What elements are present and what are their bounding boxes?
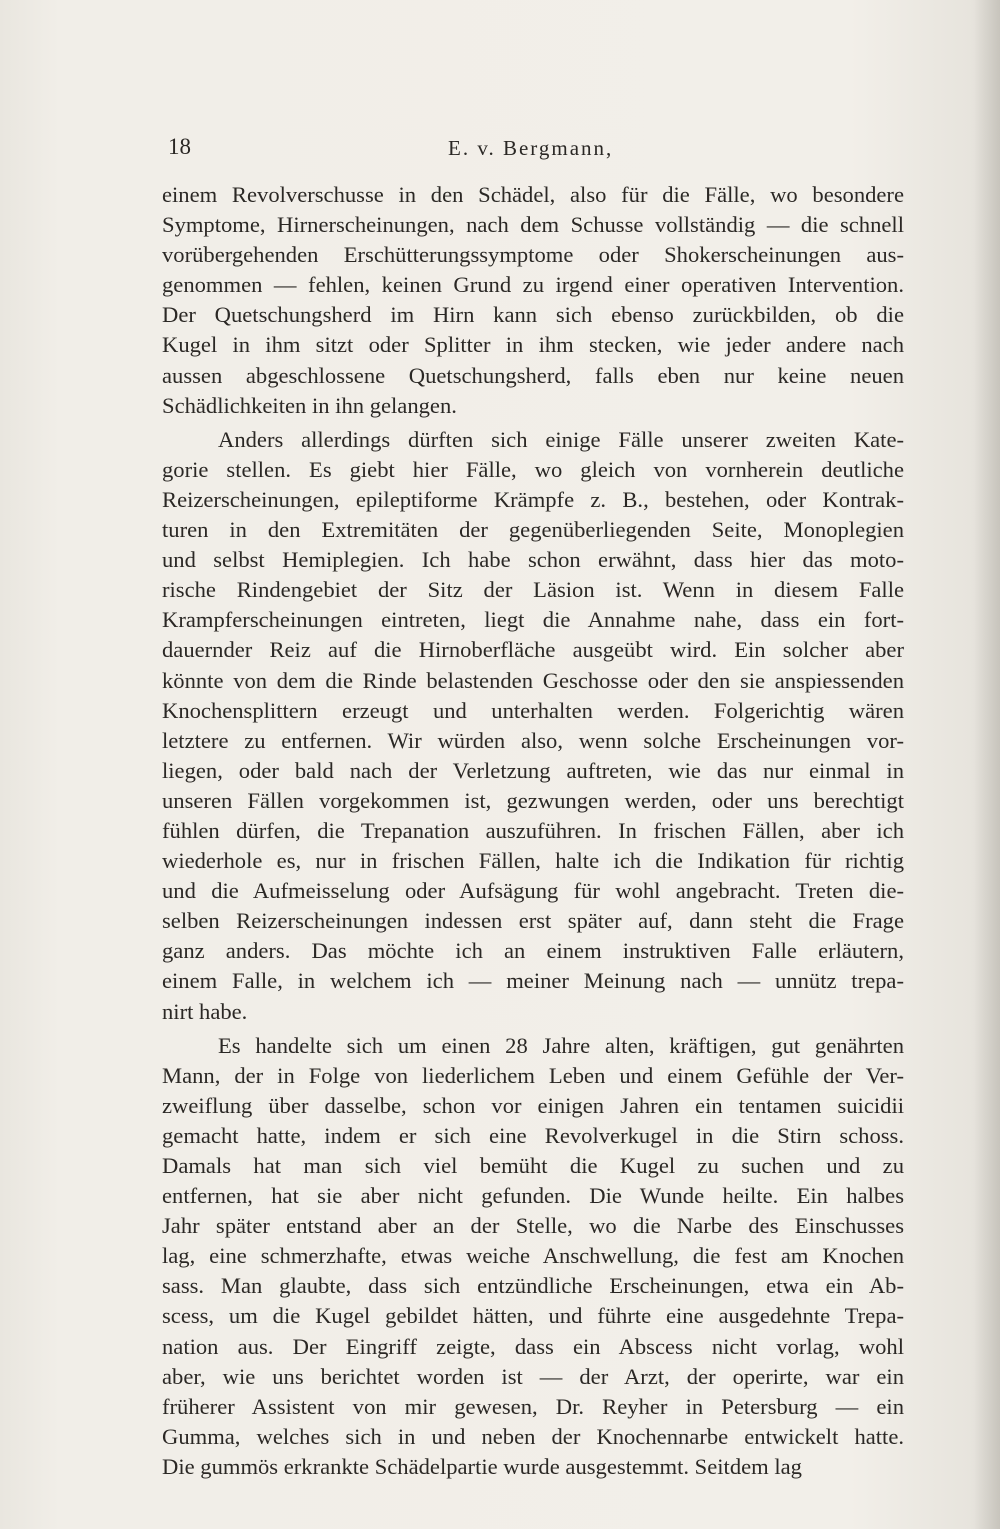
body-text bbox=[162, 180, 904, 1482]
text-line: nation aus. Der Eingriff zeigte, dass ein Abscess nicht vorlag, wohl bbox=[162, 1333, 904, 1359]
text-line: zweiflung über dasselbe, schon vor einigen Jahren ein tentamen suicidii bbox=[162, 1092, 904, 1118]
page-gutter-shadow bbox=[974, 0, 1000, 1529]
text-line: Kugel in ihm sitzt oder Splitter in ihm stecken, wie jeder andere nach bbox=[162, 332, 904, 358]
text-line: Die gummös erkrankte Schädelpartie wurde ausgestemmt. Seitdem lag bbox=[162, 1453, 802, 1479]
text-line: Es handelte sich um einen 28 Jahre alten, kräftigen, gut genährten bbox=[218, 1032, 904, 1058]
text-line: und selbst Hemiplegien. Ich habe schon erwähnt, dass hier das moto- bbox=[162, 547, 904, 573]
text-line: Jahr später entstand aber an der Stelle, wo die Narbe des Einschusses bbox=[162, 1213, 904, 1239]
paragraph bbox=[162, 425, 904, 1027]
text-line: turen in den Extremitäten der gegenüberliegenden Seite, Monoplegien bbox=[162, 517, 904, 543]
paragraph bbox=[162, 180, 904, 421]
text-line: lag, eine schmerzhafte, etwas weiche Anschwellung, die fest am Knochen bbox=[162, 1243, 904, 1269]
text-line: Gumma, welches sich in und neben der Knochennarbe entwickelt hatte. bbox=[162, 1423, 904, 1449]
text-line: wiederhole es, nur in frischen Fällen, halte ich die Indikation für richtig bbox=[162, 848, 904, 874]
text-line: Mann, der in Folge von liederlichem Leben und einem Gefühle der Ver- bbox=[162, 1062, 904, 1088]
text-line: aber, wie uns berichtet worden ist — der Arzt, der operirte, war ein bbox=[162, 1363, 904, 1389]
text-line: früherer Assistent von mir gewesen, Dr. Reyher in Petersburg — ein bbox=[162, 1393, 904, 1419]
text-line: entfernen, hat sie aber nicht gefunden. Die Wunde heilte. Ein halbes bbox=[162, 1183, 904, 1209]
text-line: aussen abgeschlossene Quetschungsherd, falls eben nur keine neuen bbox=[162, 362, 904, 388]
paragraph bbox=[162, 1031, 904, 1482]
page-header bbox=[164, 134, 904, 174]
text-line: Symptome, Hirnerscheinungen, nach dem Schusse vollständig — die schnell bbox=[162, 212, 904, 238]
text-line: und die Aufmeisselung oder Aufsägung für wohl angebracht. Treten die- bbox=[162, 878, 904, 904]
text-line: unseren Fällen vorgekommen ist, gezwungen werden, oder uns berechtigt bbox=[162, 787, 904, 813]
text-line: Anders allerdings dürften sich einige Fälle unserer zweiten Kate- bbox=[218, 426, 904, 452]
text-line: fühlen dürfen, die Trepanation auszuführen. In frischen Fällen, aber ich bbox=[162, 817, 904, 843]
text-line: gorie stellen. Es giebt hier Fälle, wo gleich von vornherein deutliche bbox=[162, 456, 904, 482]
text-line: einem Revolverschusse in den Schädel, also für die Fälle, wo besondere bbox=[162, 182, 904, 207]
text-line: rische Rindengebiet der Sitz der Läsion ist. Wenn in diesem Falle bbox=[162, 577, 904, 603]
text-line: Schädlichkeiten in ihn gelangen. bbox=[162, 392, 457, 418]
text-line: Damals hat man sich viel bemüht die Kugel zu suchen und zu bbox=[162, 1153, 904, 1178]
text-line: Krampferscheinungen eintreten, liegt die Annahme nahe, dass ein fort- bbox=[162, 607, 904, 633]
text-line: nirt habe. bbox=[162, 998, 248, 1024]
text-line: Knochensplittern erzeugt und unterhalten werden. Folgerichtig wären bbox=[162, 697, 904, 723]
text-line: dauernder Reiz auf die Hirnoberfläche ausgeübt wird. Ein solcher aber bbox=[162, 637, 904, 663]
text-line: liegen, oder bald nach der Verletzung auftreten, wie das nur einmal in bbox=[162, 757, 904, 783]
text-line: Der Quetschungsherd im Hirn kann sich ebenso zurückbilden, ob die bbox=[162, 302, 904, 328]
text-line: scess, um die Kugel gebildet hätten, und führte eine ausgedehnte Trepa- bbox=[162, 1303, 904, 1329]
text-line: einem Falle, in welchem ich — meiner Meinung nach — unnütz trepa- bbox=[162, 968, 904, 994]
text-line: ganz anders. Das möchte ich an einem instruktiven Falle erläutern, bbox=[162, 938, 904, 964]
running-head: E. v. Bergmann, bbox=[448, 136, 614, 160]
text-line: gemacht hatte, indem er sich eine Revolverkugel in die Stirn schoss. bbox=[162, 1122, 904, 1148]
text-line: selben Reizerscheinungen indessen erst später auf, dann steht die Frage bbox=[162, 908, 904, 934]
text-line: könnte von dem die Rinde belastenden Geschosse oder den sie anspiessenden bbox=[162, 667, 904, 693]
text-line: vorübergehenden Erschütterungssymptome oder Shokerscheinungen aus- bbox=[162, 242, 904, 268]
text-line: letztere zu entfernen. Wir würden also, wenn solche Erscheinungen vor- bbox=[162, 727, 904, 753]
text-line: genommen — fehlen, keinen Grund zu irgend einer operativen Intervention. bbox=[162, 272, 904, 298]
text-line: Reizerscheinungen, epileptiforme Krämpfe z. B., bestehen, oder Kontrak- bbox=[162, 486, 904, 512]
page-number: 18 bbox=[168, 134, 191, 159]
text-line: sass. Man glaubte, dass sich entzündliche Erscheinungen, etwa ein Ab- bbox=[162, 1273, 904, 1299]
